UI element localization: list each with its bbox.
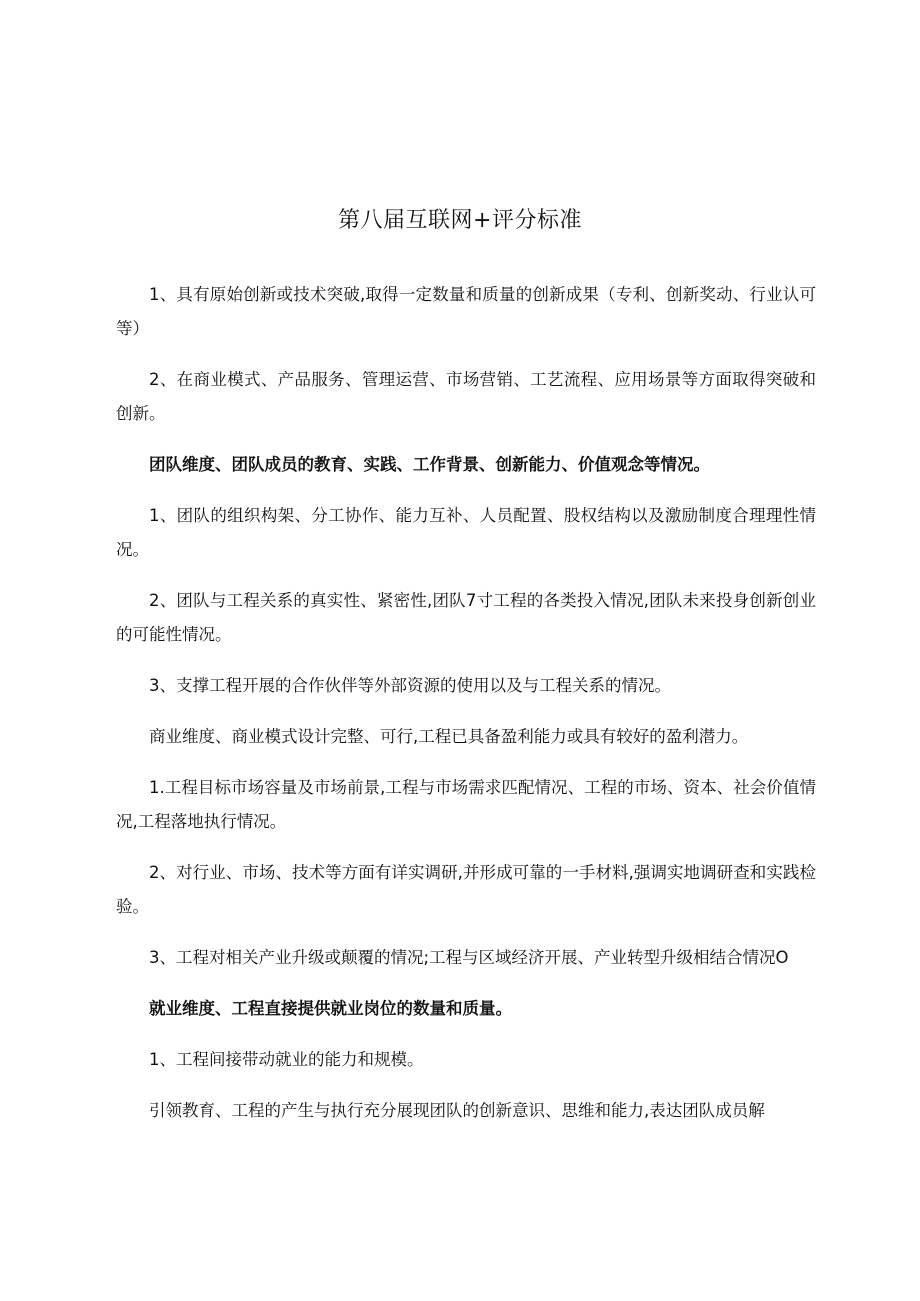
- paragraph-6: 1.工程目标市场容量及市场前景,工程与市场需求匹配情况、工程的市场、资本、社会价值情况,工程落地执行情况。: [116, 778, 816, 831]
- paragraph-7: 2、对行业、市场、技术等方面有详实调研,并形成可靠的一手材料,强调实地调研查和实践检验。: [116, 863, 816, 916]
- paragraph-8: 3、工程对相关产业升级或颠覆的情况;工程与区域经济开展、产业转型升级相结合情况O: [149, 948, 789, 967]
- section-heading-business: 商业维度、商业模式设计完整、可行,工程已具备盈利能力或具有较好的盈利潜力。: [149, 727, 749, 746]
- section-heading-education: 引领教育、工程的产生与执行充分展现团队的创新意识、思维和能力,表达团队成员解: [149, 1101, 765, 1120]
- paragraph-5: 3、支撑工程开展的合作伙伴等外部资源的使用以及与工程关系的情况。: [149, 676, 671, 695]
- document-body: [116, 278, 816, 1145]
- section-heading-employment: 就业维度、工程直接提供就业岗位的数量和质量。: [149, 999, 512, 1018]
- paragraph-4: 2、团队与工程关系的真实性、紧密性,团队7寸工程的各类投入情况,团队未来投身创新创业的可能性情况。: [116, 591, 816, 644]
- paragraph-1: 1、具有原始创新或技术突破,取得一定数量和质量的创新成果（专利、创新奖动、行业认可等）: [116, 285, 816, 338]
- paragraph-3: 1、团队的组织构架、分工协作、能力互补、人员配置、股权结构以及激励制度合理理性情况。: [116, 506, 816, 559]
- page-title: 第八届互联网+评分标准: [338, 208, 582, 233]
- paragraph-9: 1、工程间接带动就业的能力和规模。: [149, 1050, 424, 1069]
- section-heading-team: 团队维度、团队成员的教育、实践、工作背景、创新能力、价值观念等情况。: [149, 455, 710, 474]
- paragraph-2: 2、在商业模式、产品服务、管理运营、市场营销、工艺流程、应用场景等方面取得突破和创新。: [116, 370, 816, 423]
